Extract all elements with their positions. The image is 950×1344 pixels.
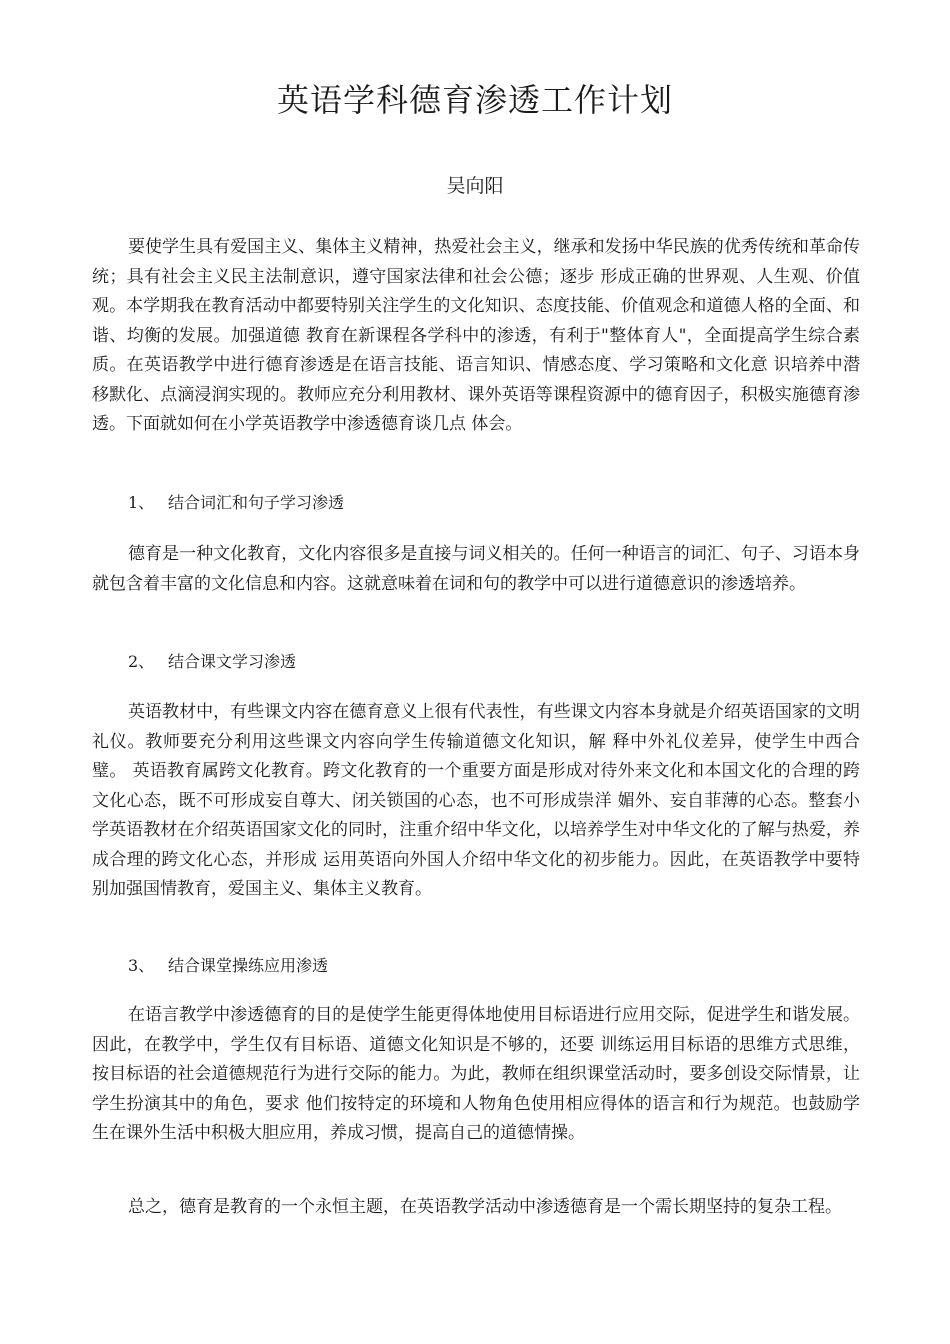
section-heading-2 — [128, 648, 828, 676]
intro-paragraph: 要使学生具有爱国主义、集体主义精神，热爱社会主义，继承和发扬中华民族的优秀传统和革命传统；具有社会主义民主法制意识，遵守国家法律和社会公德；逐步 形成正确的世界观、人生观、价值观。本学期我在教育活动中都要特别关注学生的文化知识、态度技能、价值观念和道德人格的全面、和谐、均衡的发展。加强道德 教育在新课程各学科中的渗透，有利于"整体育人"，全面提高学生综合素质。在英语教学中进行德育渗透是在语言技能、语言知识、情感态度、学习策略和文化意 识培养中潜移默化、点滴浸润实现的。教师应充分利用教材、课外英语等课程资源中的德育因子，积极实施德育渗透。下面就如何在小学英语教学中渗透德育谈几点 体会。 — [92, 237, 860, 434]
section-heading-text: 结合词汇和句子学习渗透 — [168, 493, 345, 512]
section-body-1: 德育是一种文化教育，文化内容很多是直接与词义相关的。任何一种语言的词汇、句子、习语本身就包含着丰富的文化信息和内容。这就意味着在词和句的教学中可以进行道德意识的渗透培养。 — [92, 544, 860, 594]
section-number: 2、 — [128, 652, 155, 671]
section-heading-text: 结合课堂操练应用渗透 — [168, 956, 329, 975]
section-body-2: 英语教材中，有些课文内容在德育意义上很有代表性，有些课文内容本身就是介绍英语国家的文明礼仪。教师要充分利用这些课文内容向学生传输道德文化知识，解 释中外礼仪差异，使学生中西合璧。 英语教育属跨文化教育。跨文化教育的一个重要方面是形成对待外来文化和本国文化的合理的跨文化心态，既不可形成妄自尊大、闭关锁国的心态，也不可形成崇洋 媚外、妄自菲薄的心态。整套小学英语教材在介绍英语国家文化的同时，注重介绍中华文化，以培养学生对中华文化的了解与热爱，养成合理的跨文化心态，并形成 运用英语向外国人介绍中华文化的初步能力。因此，在英语教学中要特别加强国情教育，爱国主义、集体主义教育。 — [92, 702, 860, 899]
section-heading-1 — [128, 489, 828, 517]
section-heading-text: 结合课文学习渗透 — [168, 652, 297, 671]
document-title: 英语学科德育渗透工作计划 — [276, 81, 673, 119]
section-number: 1、 — [128, 493, 155, 512]
section-body-3: 在语言教学中渗透德育的目的是使学生能更得体地使用目标语进行应用交际，促进学生和谐发展。因此，在教学中，学生仅有目标语、道德文化知识是不够的，还要 训练运用目标语的思维方式思维，按目标语的社会道德规范行为进行交际的能力。为此，教师在组织课堂活动时，要多创设交际情景，让学生扮演其中的角色，要求 他们按特定的环境和人物角色使用相应得体的语言和行为规范。也鼓励学生在课外生活中积极大胆应用，养成习惯，提高自己的道德情操。 — [92, 1005, 860, 1143]
document-author: 吴向阳 — [446, 175, 504, 197]
section-heading-3 — [128, 952, 828, 980]
section-number: 3、 — [128, 956, 155, 975]
conclusion-paragraph: 总之，德育是教育的一个永恒主题，在英语教学活动中渗透德育是一个需长期坚持的复杂工程。 — [128, 1197, 842, 1217]
